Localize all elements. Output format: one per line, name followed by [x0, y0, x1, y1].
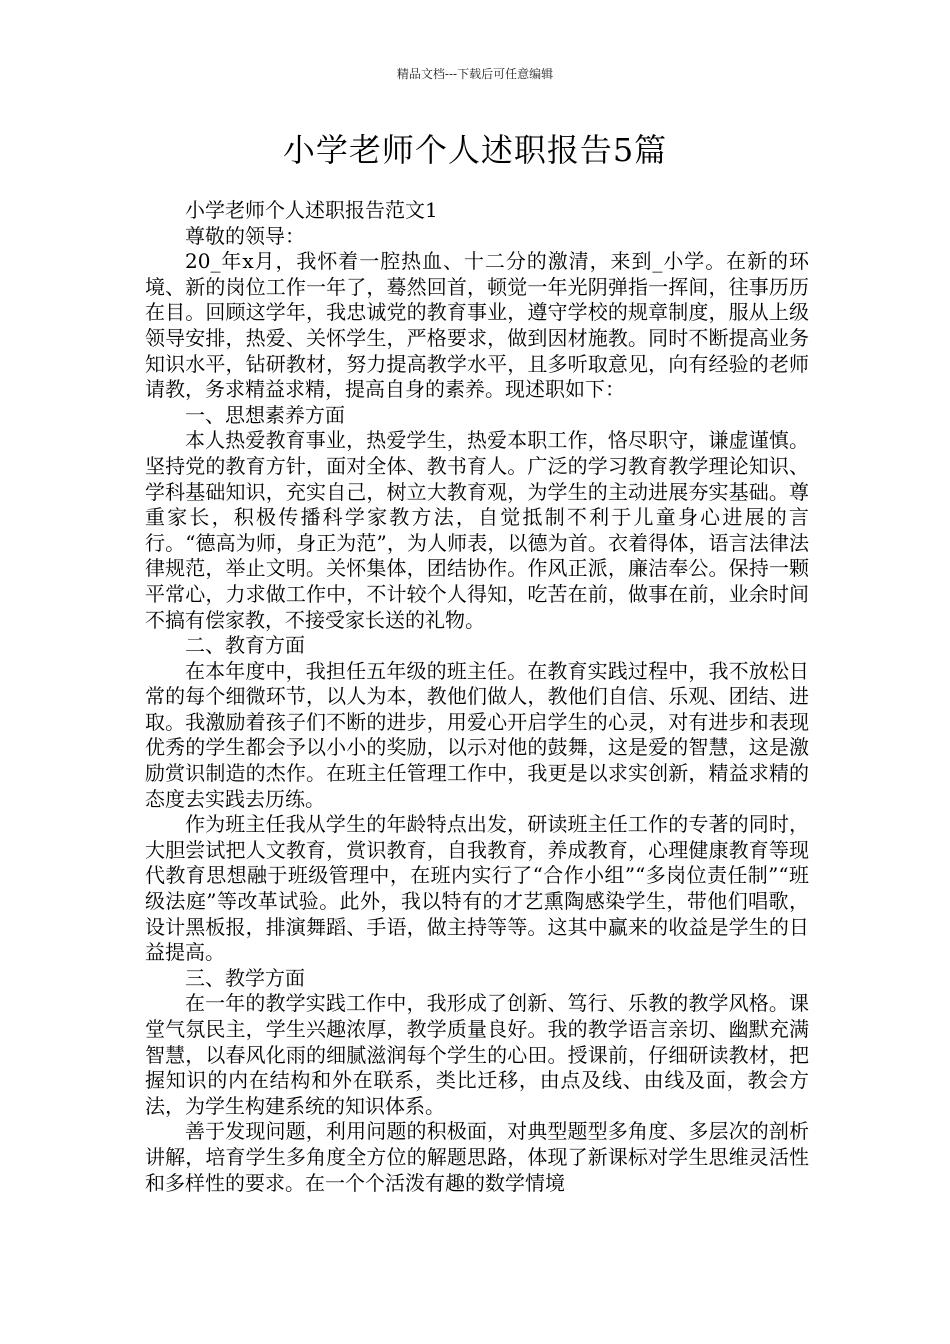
paragraph: 在本年度中，我担任五年级的班主任。在教育实践过程中，我不放松日常的每个细微环节，以人为本，教他们做人，教他们自信、乐观、团结、进取。我激励着孩子们不断的进步，用爱心开启学生的心灵，对有进步和表现优秀的学生都会予以小小的奖励，以示对他的鼓舞，这是爱的智慧，这是激励赏识制造的杰作。在班主任管理工作中，我更是以求实创新，精益求精的态度去实践去历练。 — [145, 658, 809, 811]
paragraph: 本人热爱教育事业，热爱学生，热爱本职工作，恪尽职守，谦虚谨慎。坚持党的教育方针，面对全体、教书育人。广泛的学习教育教学理论知识、学科基础知识，充实自己，树立大教育观，为学生的主动进展夯实基础。尊重家长，积极传播科学家教方法，自觉抵制不利于儿童身心进展的言行。“德高为师，身正为范”，为人师表，以德为首。衣着得体，语言法律法律规范，举止文明。关怀集体，团结协作。作风正派，廉洁奉公。保持一颗平常心，力求做工作中，不计较个人得知，吃苦在前，做事在前，业余时间不搞有偿家教，不接受家长送的礼物。 — [145, 428, 809, 632]
paragraph: 在一年的教学实践工作中，我形成了创新、笃行、乐教的教学风格。课堂气氛民主，学生兴趣浓厚，教学质量良好。我的教学语言亲切、幽默充满智慧，以春风化雨的细腻滋润每个学生的心田。授课前，仔细研读教材，把握知识的内在结构和外在联系，类比迁移，由点及线、由线及面，教会方法，为学生构建系统的知识体系。 — [145, 991, 809, 1118]
section-heading: 三、教学方面 — [185, 965, 305, 990]
document-title: 小学老师个人述职报告5篇 — [282, 131, 668, 169]
paragraph: 20_年x月，我怀着一腔热血、十二分的激清，来到_小学。在新的环境、新的岗位工作一年了，蓦然回首，顿觉一年光阴弹指一挥间，往事历历在目。回顾这学年，我忠诚党的教育事业，遵守学校的规章制度，服从上级领导安排，热爱、关怀学生，严格要求，做到因材施教。同时不断提高业务知识水平，钻研教材，努力提高教学水平，且多听取意见，向有经验的老师请教，务求精益求精，提高自身的素养。现述职如下： — [145, 249, 809, 402]
salutation: 尊敬的领导： — [185, 223, 305, 248]
section-heading: 一、思想素养方面 — [185, 402, 345, 427]
section-heading: 小学老师个人述职报告范文1 — [185, 198, 438, 222]
header-note: 精品文档---下载后可任意编辑 — [396, 67, 554, 81]
paragraph: 作为班主任我从学生的年龄特点出发，研读班主任工作的专著的同时，大胆尝试把人文教育，赏识教育，自我教育，养成教育，心理健康教育等现代教育思想融于班级管理中，在班内实行了“合作小组”“多岗位责任制”“班级法庭”等改革试验。此外，我以特有的才艺熏陶感染学生，带他们唱歌，设计黑板报，排演舞蹈、手语，做主持等等。这其中赢来的收益是学生的日益提高。 — [145, 812, 809, 965]
section-heading: 二、教育方面 — [185, 633, 305, 658]
document-body — [145, 198, 809, 1196]
paragraph: 善于发现问题，利用问题的积极面，对典型题型多角度、多层次的剖析讲解，培育学生多角度全方位的解题思路，体现了新课标对学生思维灵活性和多样性的要求。在一个个活泼有趣的数学情境 — [145, 1119, 809, 1195]
